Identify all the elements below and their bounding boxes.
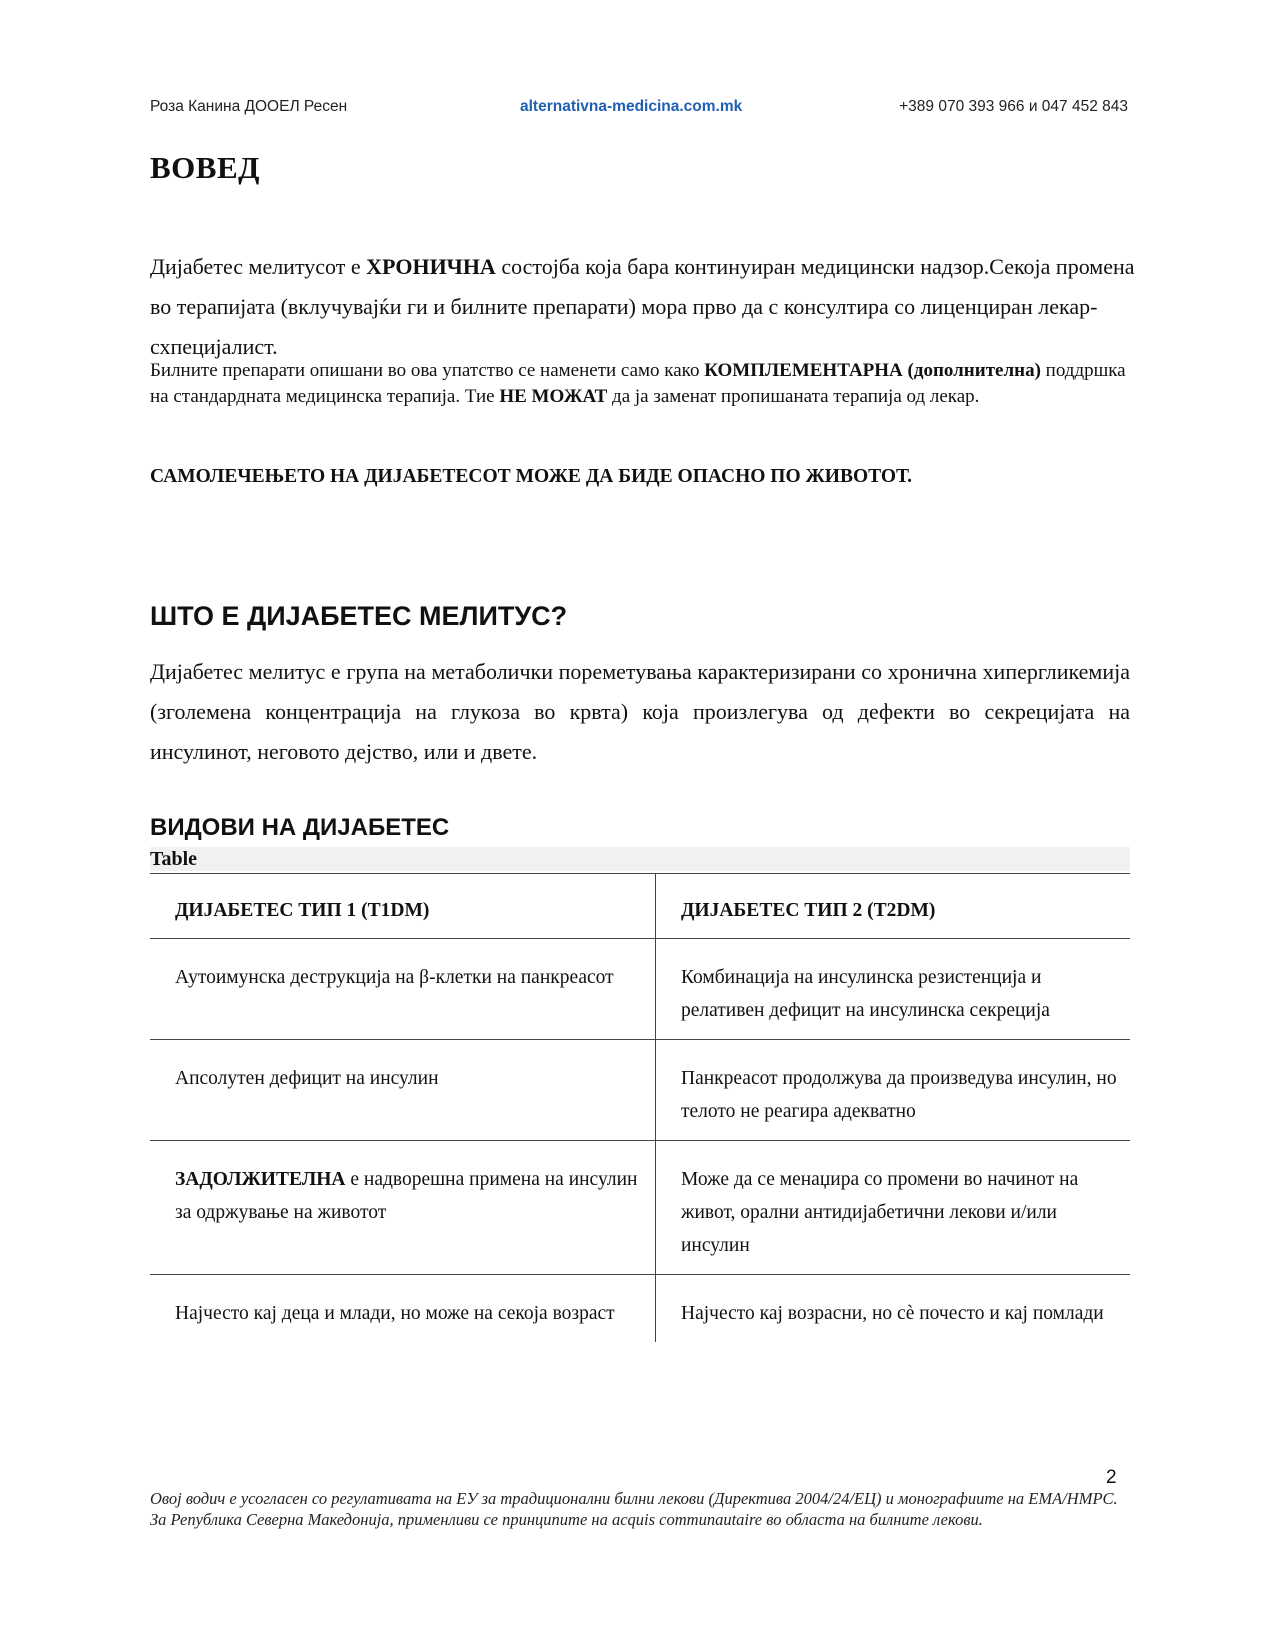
table-cell: Аутоимунска деструкција на β-клетки на панкреасот [150,939,656,1040]
table-caption: Table [150,848,198,870]
table-cell: Може да се менаџира со промени во начинот на живот, орални антидијабетични лекови и/или инсулин [656,1141,1131,1275]
intro-text-b: состојба која бара континуиран медицински надзор.Секоја промена во терапијата (вклучувајќи ги и билните препарати) мора прво да с консултира со лиценциран лекар-схпецијалист. [150,254,1135,359]
page-number: 2 [1106,1467,1117,1488]
intro-text-a: Дијабетес мелитусот е [150,254,367,279]
table-cell: Најчесто кај возрасни, но сѐ почесто и кај помлади [681,1303,1104,1324]
herbal-bold-complementary: КОМПЛЕМЕНТАРНА (дополнителна) [704,360,1041,381]
table-cell-bold: ЗАДОЛЖИТЕЛНА [175,1169,346,1190]
what-is-diabetes-text: Дијабетес мелитус е група на метаболички пореметувања карактеризирани со хронична хипергликемија (зголемена концентрација на глукоза во крвта) која произлегува од дефекти во секрецијата на инсулинот, неговото дејство, или и двете. [150,659,1130,764]
table-row [150,1141,1130,1275]
table-cell-text: е надворешна примена на инсулин за одржување на животот [175,1169,638,1223]
table-header-type1: ДИЈАБЕТЕС ТИП 1 (T1DM) [150,874,656,939]
what-is-diabetes-title: ШТО Е ДИЈАБЕТЕС МЕЛИТУС? [150,601,568,631]
table-row [150,1040,1130,1141]
intro-title: ВОВЕД [150,150,260,185]
table-cell [150,1141,656,1275]
herbal-bold-cannot: НЕ МОЖАТ [499,386,608,407]
intro-paragraph [150,247,1135,367]
intro-bold-chronic: ХРОНИЧНА [366,254,496,279]
table-cell: Панкреасот продолжува да произведува инсулин, но телото не реагира адекватно [656,1040,1131,1141]
herbal-text-c: да ја заменат пропишаната терапија од лекар. [607,386,980,407]
herbal-text-a: Билните препарати опишани во ова упатство се наменети само како [150,360,705,381]
herbal-note-paragraph [150,358,1135,410]
diabetes-types-table [150,873,1130,1342]
phone-numbers: +389 070 393 966 и 047 452 843 [899,98,1128,115]
herbal-text-b: поддршка на стандардната медицинска терапија. Тие [150,360,1126,407]
table-row [150,939,1130,1040]
footer-note: Овој водич е усогласен со регулативата на ЕУ за традиционални билни лекови (Директива 2004/24/ЕЦ) и монографиите на ЕМА/HMPC. За Република Северна Македонија, применливи се принципите на acquis communautaire во областа на билните лекови. [150,1489,1118,1529]
table-header-type2: ДИЈАБЕТЕС ТИП 2 (T2DM) [656,874,1131,939]
diabetes-types-title: ВИДОВИ НА ДИЈАБЕТЕС [150,814,450,841]
table-cell: Комбинација на инсулинска резистенција и релативен дефицит на инсулинска секреција [656,939,1131,1040]
table-row [150,1275,1130,1343]
table-caption-bar [150,847,1130,871]
table-cell: Најчесто кај деца и млади, но може на секоја возраст [150,1275,656,1343]
table-header-row [150,874,1130,939]
website-link[interactable]: alternativna-medicina.com.mk [520,98,743,115]
company-name: Роза Канина ДООЕЛ Ресен [150,98,348,115]
warning-text: САМОЛЕЧЕЊЕТО НА ДИЈАБЕТЕСОТ МОЖЕ ДА БИДЕ ОПАСНО ПО ЖИВОТОТ. [150,466,912,487]
table-cell: Апсолутен дефицит на инсулин [150,1040,656,1141]
